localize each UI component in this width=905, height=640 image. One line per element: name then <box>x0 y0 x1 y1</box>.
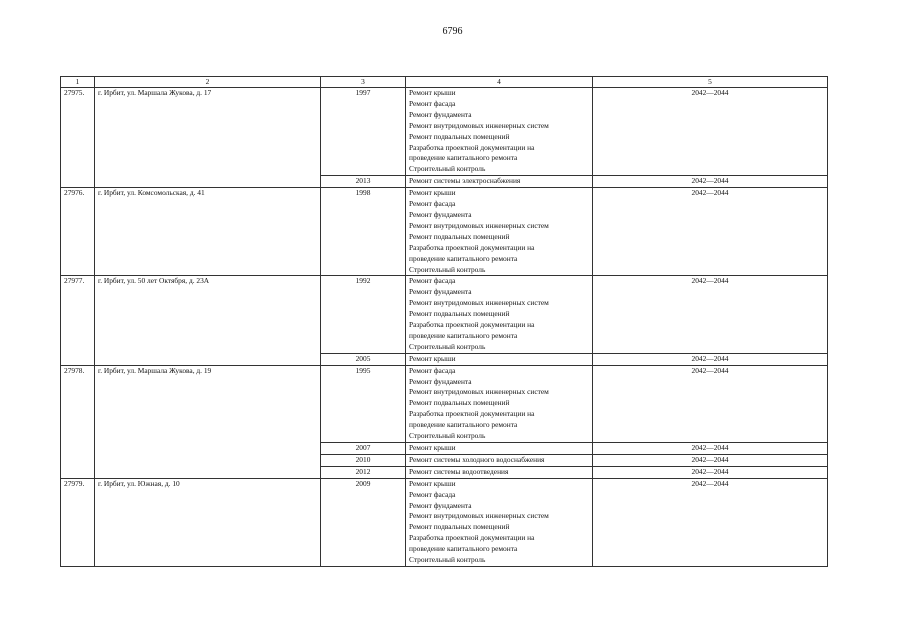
repair-works: Ремонт системы холодного водоснабжения <box>406 454 593 466</box>
entry-number: 27975. <box>61 88 95 188</box>
repair-period: 2042—2044 <box>593 88 828 176</box>
repair-period: 2042—2044 <box>593 478 828 566</box>
building-address: г. Ирбит, ул. Комсомольская, д. 41 <box>95 188 321 276</box>
repair-works: Ремонт крыши Ремонт фасада Ремонт фундамента Ремонт внутридомовых инженерных систем Ремонт подвальных помещений Разработка проектной документации на проведение капитального ремонта Строительный контроль <box>406 188 593 276</box>
building-row <box>61 365 828 442</box>
repair-period: 2042—2044 <box>593 276 828 353</box>
commissioning-year: 1997 <box>321 88 406 176</box>
commissioning-year: 2005 <box>321 353 406 365</box>
entry-number: 27979. <box>61 478 95 566</box>
repair-works: Ремонт системы электроснабжения <box>406 176 593 188</box>
repair-works: Ремонт системы водоотведения <box>406 466 593 478</box>
commissioning-year: 2013 <box>321 176 406 188</box>
commissioning-year: 2009 <box>321 478 406 566</box>
repair-period: 2042—2044 <box>593 454 828 466</box>
column-number: 1 <box>61 77 95 88</box>
repair-period: 2042—2044 <box>593 176 828 188</box>
building-address: г. Ирбит, ул. Южная, д. 10 <box>95 478 321 566</box>
column-number: 4 <box>406 77 593 88</box>
column-number: 5 <box>593 77 828 88</box>
building-address: г. Ирбит, ул. Маршала Жукова, д. 17 <box>95 88 321 188</box>
commissioning-year: 2012 <box>321 466 406 478</box>
repair-works: Ремонт фасада Ремонт фундамента Ремонт внутридомовых инженерных систем Ремонт подвальных помещений Разработка проектной документации на проведение капитального ремонта Строительный контроль <box>406 365 593 442</box>
commissioning-year: 2007 <box>321 443 406 455</box>
repair-works: Ремонт крыши Ремонт фасада Ремонт фундамента Ремонт внутридомовых инженерных систем Ремонт подвальных помещений Разработка проектной документации на проведение капитального ремонта Строительный контроль <box>406 478 593 566</box>
building-row <box>61 276 828 353</box>
building-address: г. Ирбит, ул. 50 лет Октября, д. 23А <box>95 276 321 365</box>
repair-works: Ремонт крыши <box>406 443 593 455</box>
repair-works: Ремонт крыши Ремонт фасада Ремонт фундамента Ремонт внутридомовых инженерных систем Ремонт подвальных помещений Разработка проектной документации на проведение капитального ремонта Строительный контроль <box>406 88 593 176</box>
repair-period: 2042—2044 <box>593 365 828 442</box>
repair-period: 2042—2044 <box>593 188 828 276</box>
commissioning-year: 1998 <box>321 188 406 276</box>
entry-number: 27978. <box>61 365 95 478</box>
repair-works: Ремонт крыши <box>406 353 593 365</box>
column-number-row <box>61 77 828 88</box>
building-address: г. Ирбит, ул. Маршала Жукова, д. 19 <box>95 365 321 478</box>
column-number: 3 <box>321 77 406 88</box>
page-number: 6796 <box>442 26 463 37</box>
repair-period: 2042—2044 <box>593 353 828 365</box>
building-row <box>61 88 828 176</box>
building-row <box>61 188 828 276</box>
repair-period: 2042—2044 <box>593 443 828 455</box>
commissioning-year: 2010 <box>321 454 406 466</box>
column-number: 2 <box>95 77 321 88</box>
repair-period: 2042—2044 <box>593 466 828 478</box>
commissioning-year: 1992 <box>321 276 406 353</box>
repair-works: Ремонт фасада Ремонт фундамента Ремонт внутридомовых инженерных систем Ремонт подвальных помещений Разработка проектной документации на проведение капитального ремонта Строительный контроль <box>406 276 593 353</box>
entry-number: 27976. <box>61 188 95 276</box>
table-body <box>61 77 828 567</box>
commissioning-year: 1995 <box>321 365 406 442</box>
building-row <box>61 478 828 566</box>
repair-schedule-table <box>60 76 828 567</box>
entry-number: 27977. <box>61 276 95 365</box>
